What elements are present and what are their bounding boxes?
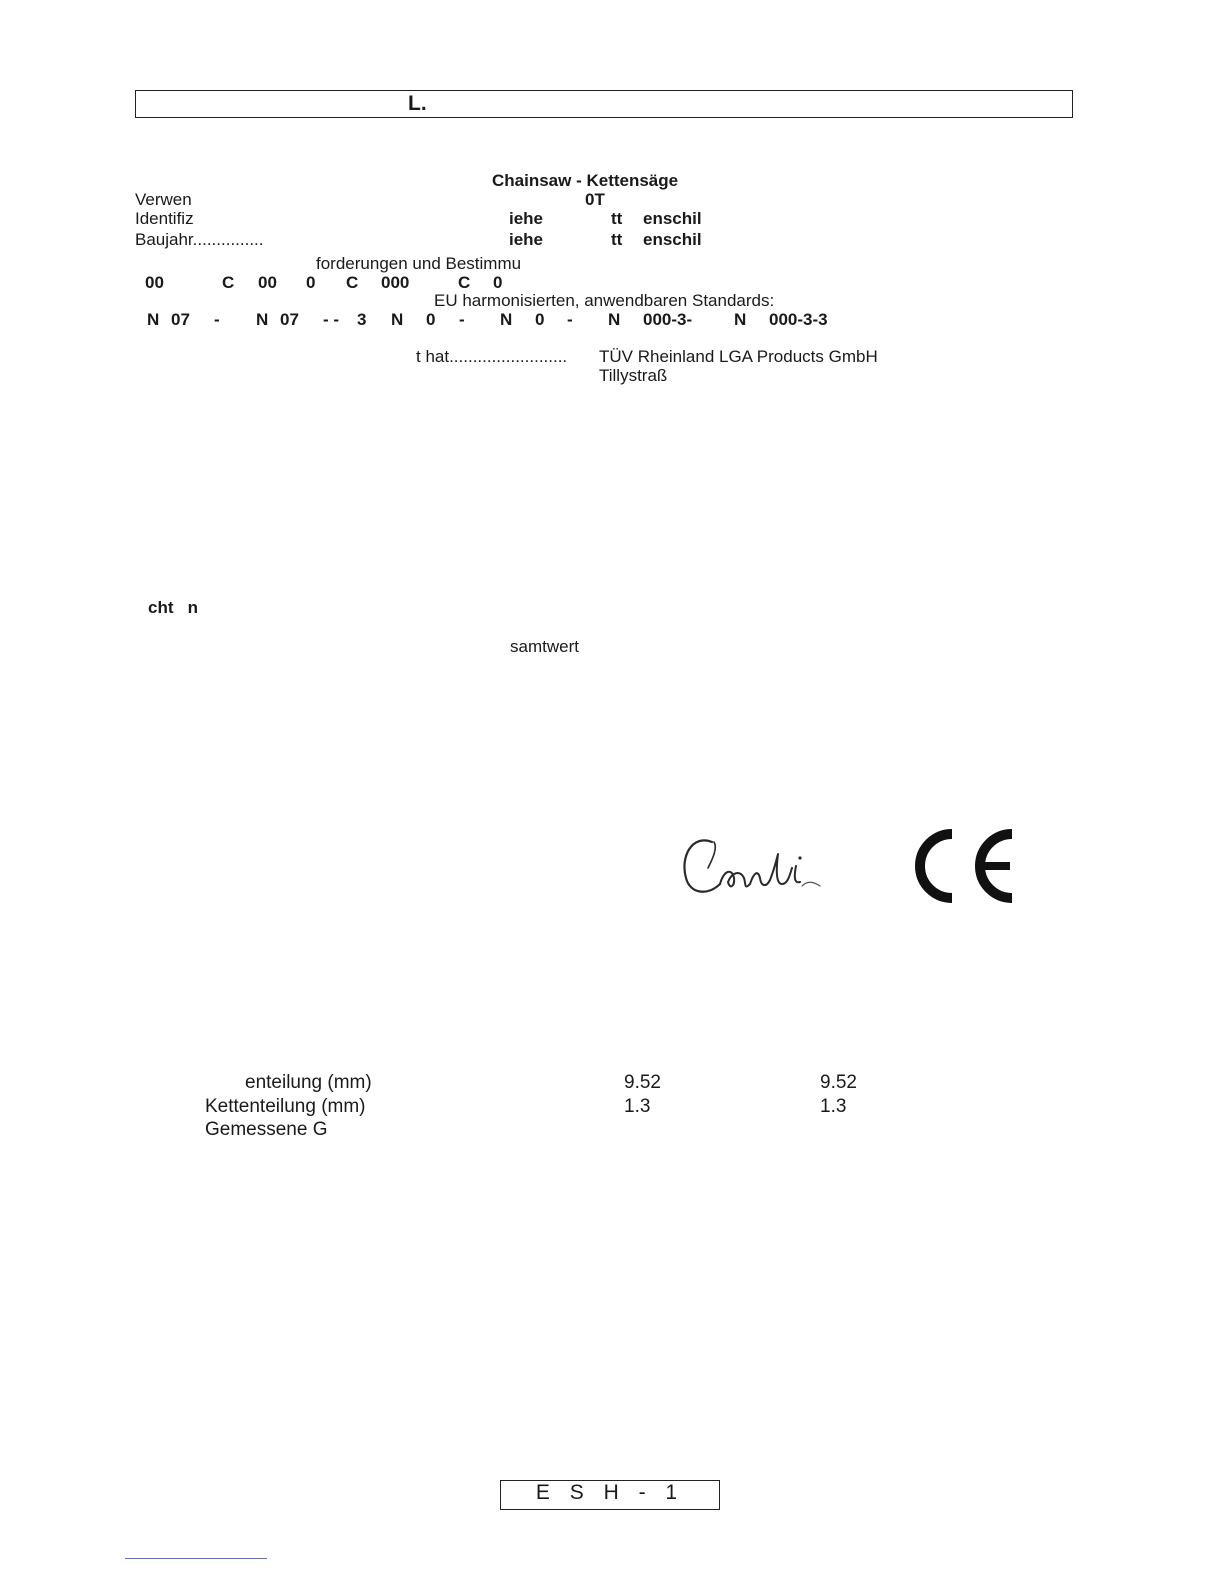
field-value-verwendung: 0T [585,190,605,209]
standard-fragment: N [608,310,621,329]
standard-fragment: N [734,310,747,329]
footnote-rule [125,1558,267,1559]
field-label-verwendung: Verwen [135,190,192,209]
standard-fragment: 07 [280,310,299,329]
directive-fragment: 0 [493,273,503,292]
notified-body-label: t hat......................... [416,347,568,366]
standard-fragment: - [567,310,573,329]
title-box [135,90,1073,118]
field-value-baujahr-c: enschil [643,230,702,249]
directive-fragment: 00 [258,273,277,292]
directive-fragment: C [222,273,235,292]
standard-fragment: 07 [171,310,190,329]
field-value-identifikation-a: iehe [509,209,544,228]
standard-fragment: 000-3-3 [769,310,828,329]
spec-value-1: 9.52 [624,1072,661,1093]
standard-fragment: N [391,310,404,329]
standard-fragment: 3 [357,310,367,329]
notified-body-name: TÜV Rheinland LGA Products GmbH [599,347,878,366]
spec-label: Gemessene G [205,1119,328,1140]
directive-fragment: 00 [145,273,164,292]
standard-fragment: N [500,310,513,329]
spec-value-2: 9.52 [820,1072,857,1093]
standard-fragment: N [147,310,160,329]
spec-label: Kettenteilung (mm) [205,1096,366,1117]
spec-value-2: 1.3 [820,1096,847,1117]
field-label-identifikation: Identifiz [135,209,194,228]
standard-fragment: 0 [535,310,545,329]
text-fragment-samtwert: samtwert [510,637,579,656]
field-value-identifikation-b: tt [611,209,623,228]
page-title: L. [408,92,427,115]
standards-intro: EU harmonisierten, anwendbaren Standards: [434,291,775,310]
standard-fragment: - [459,310,465,329]
notified-body-street: Tillystraß [599,366,668,385]
text-fragment-cht-n: cht n [148,598,199,617]
spec-label: enteilung (mm) [245,1072,372,1093]
standard-fragment: N [256,310,269,329]
field-value-baujahr-b: tt [611,230,623,249]
page-number-box [500,1480,720,1510]
spec-value-1: 1.3 [624,1096,651,1117]
field-label-baujahr: Baujahr............... [135,230,264,249]
field-value-identifikation-c: enschil [643,209,702,228]
directive-fragment: 0 [306,273,316,292]
directive-fragment: C [346,273,359,292]
standard-fragment: 000-3- [643,310,693,329]
directive-fragment: C [458,273,471,292]
standard-fragment: - [214,310,220,329]
standard-fragment: - - [323,310,340,329]
field-value-baujahr-a: iehe [509,230,544,249]
requirements-intro: forderungen und Bestimmu [316,254,522,273]
product-label: Chainsaw - Kettensäge [492,171,679,190]
ce-mark-logo [906,826,1018,906]
page-number: E S H - 1 [535,1481,685,1504]
directive-fragment: 000 [381,273,410,292]
signature-image [672,812,832,912]
standard-fragment: 0 [426,310,436,329]
